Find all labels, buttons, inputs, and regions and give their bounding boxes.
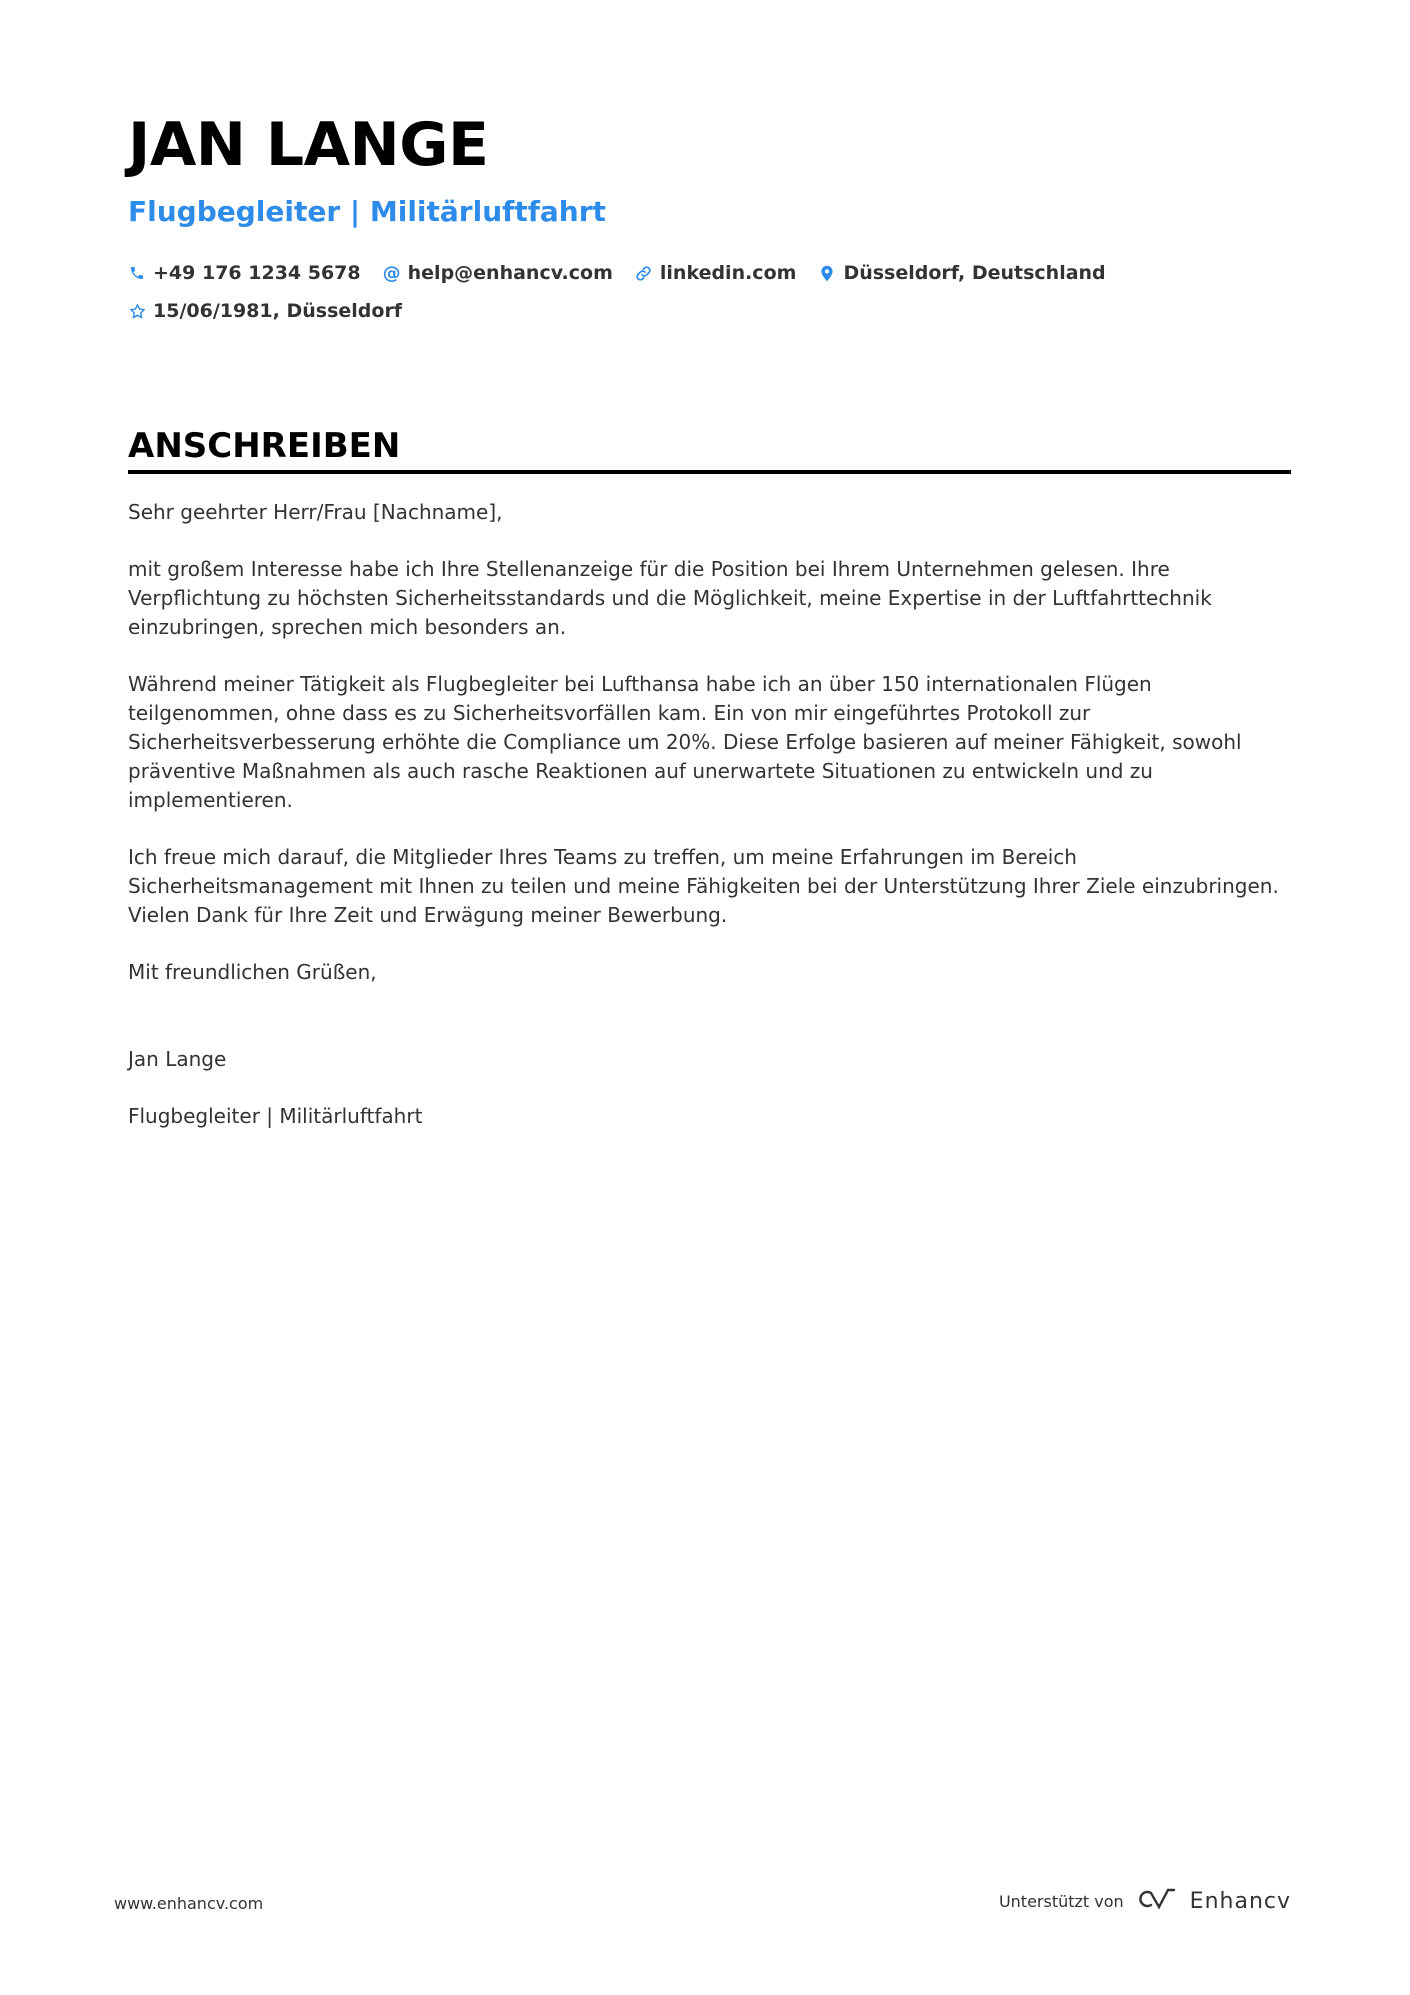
- contact-email: [383, 262, 613, 284]
- location-pin-icon: [818, 264, 836, 282]
- contact-link: [635, 262, 797, 284]
- contact-location: [818, 262, 1105, 284]
- signature-name: Jan Lange: [128, 1047, 227, 1071]
- contact-row-1: [128, 254, 1291, 292]
- candidate-name: JAN LANGE: [128, 110, 489, 180]
- at-icon: @: [382, 262, 401, 284]
- letter-body: [128, 498, 1291, 1131]
- star-icon: [128, 302, 146, 320]
- brand-name[interactable]: Enhancv: [1189, 1888, 1291, 1914]
- letter-paragraph: Während meiner Tätigkeit als Flugbegleiter bei Lufthansa habe ich an über 150 internationalen Flügen teilgenommen, ohne dass es zu Sicherheitsvorfällen kam. Ein von mir eingeführtes Protokoll zur Sicherheitsverbesserung erhöhte die Compliance um 20%. Diese Erfolge basieren auf meiner Fähigkeit, sowohl präventive Maßnahmen als auch rasche Reaktionen auf unerwartete Situationen zu entwickeln und zu implementieren.: [128, 672, 1242, 812]
- signature-gap: [128, 1015, 1291, 1045]
- section-title: ANSCHREIBEN: [128, 426, 401, 466]
- letter-paragraph: Ich freue mich darauf, die Mitglieder Ihres Teams zu treffen, um meine Erfahrungen im Bereich Sicherheitsmanagement mit Ihnen zu teilen und meine Fähigkeiten bei der Unterstützung Ihrer Ziele einzubringen. Vielen Dank für Ihre Zeit und Erwägung meiner Bewerbung.: [128, 845, 1279, 927]
- powered-by-text: Unterstützt von: [998, 1891, 1124, 1911]
- contact-info: [128, 254, 1291, 330]
- contact-birth: [128, 300, 402, 322]
- contact-phone: [128, 262, 361, 284]
- letter-paragraph: mit großem Interesse habe ich Ihre Stellenanzeige für die Position bei Ihrem Unternehmen gelesen. Ihre Verpflichtung zu höchsten Sicherheitsstandards und die Möglichkeit, meine Expertise in der Luftfahrttechnik einzubringen, sprechen mich besonders an.: [128, 557, 1212, 639]
- closing: Mit freundlichen Grüßen,: [128, 960, 377, 984]
- section-divider: [128, 470, 1291, 474]
- candidate-title: Flugbegleiter | Militärluftfahrt: [128, 195, 606, 228]
- birth-text: 15/06/1981, Düsseldorf: [153, 300, 403, 322]
- contact-row-2: [128, 292, 1291, 330]
- footer-website[interactable]: www.enhancv.com: [114, 1894, 264, 1913]
- link-text[interactable]: linkedin.com: [659, 262, 797, 284]
- footer-branding: [999, 1886, 1291, 1916]
- phone-icon: [128, 264, 146, 282]
- link-icon: [635, 264, 653, 282]
- enhancv-logo-icon: [1136, 1886, 1182, 1916]
- email-text[interactable]: help@enhancv.com: [407, 262, 613, 284]
- salutation: Sehr geehrter Herr/Frau [Nachname],: [128, 500, 503, 524]
- cover-letter-page: [128, 110, 1291, 1159]
- location-text: Düsseldorf, Deutschland: [843, 262, 1106, 284]
- phone-text[interactable]: +49 176 1234 5678: [153, 262, 361, 284]
- signature-title: Flugbegleiter | Militärluftfahrt: [128, 1104, 423, 1128]
